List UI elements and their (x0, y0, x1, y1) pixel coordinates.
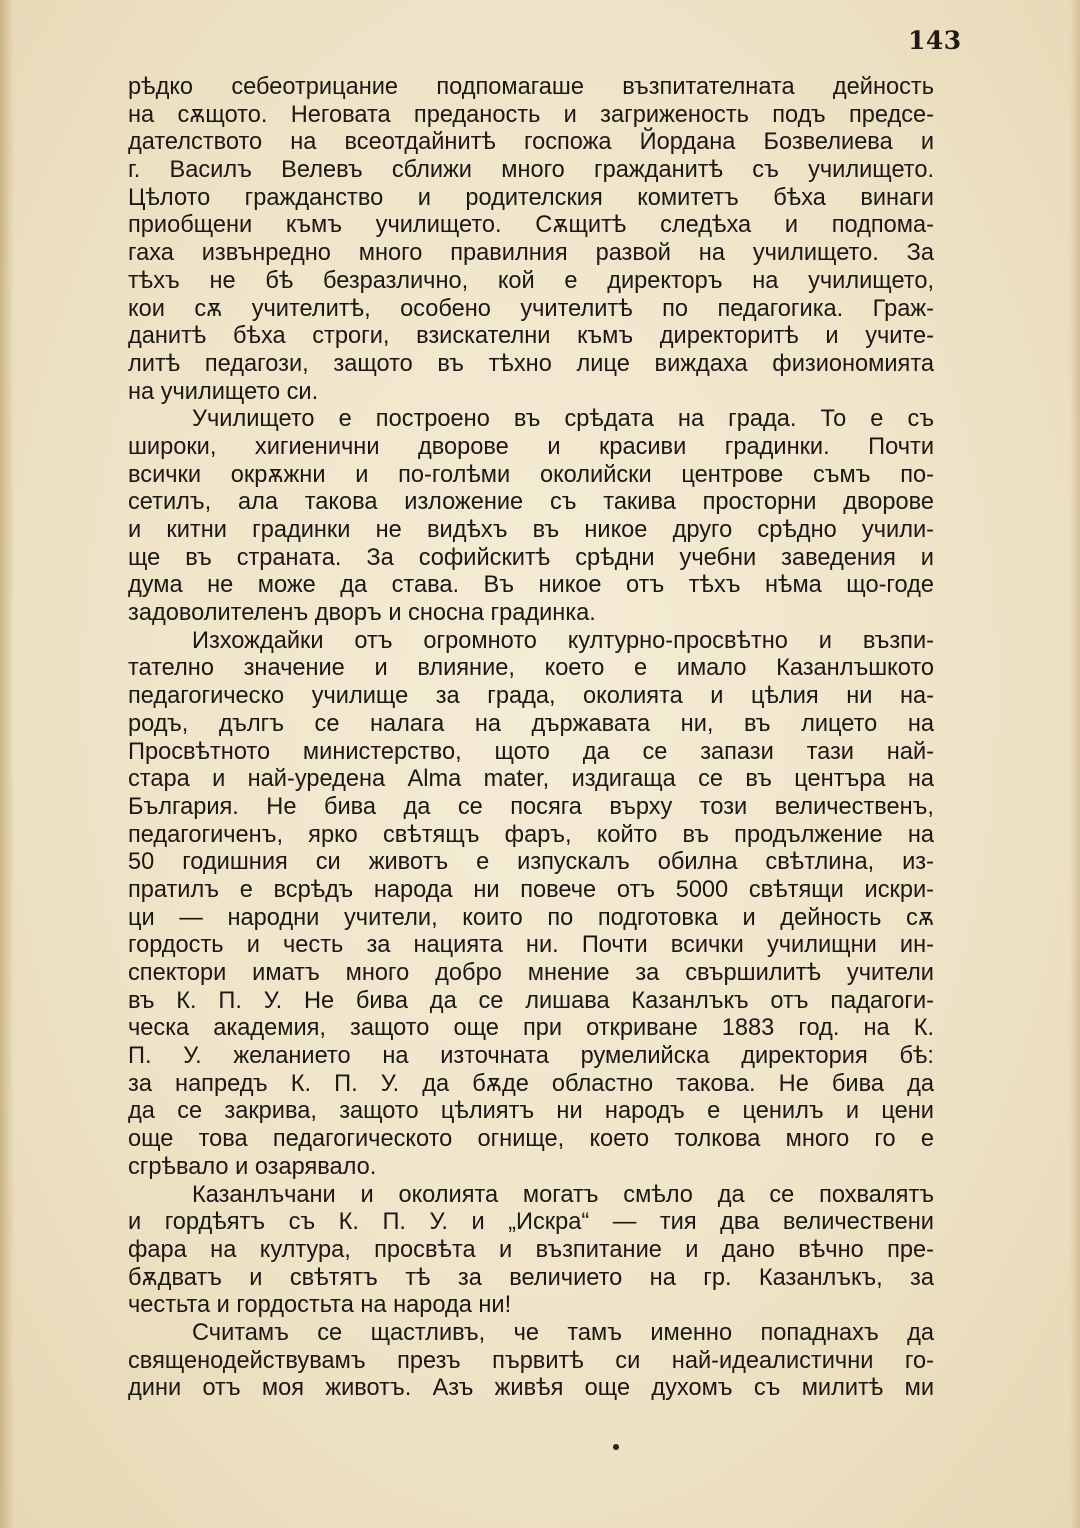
text-line: за напредъ К. П. У. да бѫде областно такова. Не бива да (128, 1070, 934, 1097)
text-line: и гордѣятъ съ К. П. У. и „Искра“ — тия два величествени (128, 1209, 934, 1236)
text-line: дини отъ моя животъ. Азъ живѣя още духомъ съ милитѣ ми (128, 1375, 934, 1402)
text-line: задоволителенъ дворъ и сносна градинка. (128, 600, 596, 627)
text-line: на сѫщото. Неговата преданость и загриженость подъ предсе- (128, 101, 934, 128)
text-line: тателно значение и влияние, което е имало Казанлъшкото (128, 655, 934, 682)
text-line: сетилъ, ала такова изложение съ такива просторни дворове (128, 489, 934, 516)
text-line: още това педагогическото огнище, което толкова много го е (128, 1126, 934, 1153)
text-line: да се закрива, защото цѣлиятъ ни народъ е ценилъ и цени (128, 1098, 934, 1125)
text-line: г. Василъ Велевъ сближи много гражданитѣ съ училището. (128, 157, 934, 184)
text-line: бѫдватъ и свѣтятъ тѣ за величието на гр. Казанлъкъ, за (128, 1264, 934, 1291)
text-line: гордость и честь за нацията ни. Почти всички училищни ин- (128, 932, 934, 959)
text-line: тѣхъ не бѣ безразлично, кой е директоръ на училището, (128, 267, 934, 294)
text-line: ще въ страната. За софийскитѣ срѣдни учебни заведения и (128, 544, 934, 571)
text-line: всички окрѫжни и по-голѣми околийски центрове съмъ по- (128, 461, 934, 488)
text-line: пратилъ е всрѣдъ народа ни повече отъ 5000 свѣтящи искри- (128, 876, 934, 903)
text-line: стара и най-уредена Alma mater, издигаща се въ центъра на (128, 766, 934, 793)
signature-mark-dot (613, 1444, 619, 1450)
text-line: Цѣлото гражданство и родителския комитетъ бѣха винаги (128, 184, 934, 211)
text-line: и китни градинки не видѣхъ въ никое друго срѣдно учили- (128, 517, 934, 543)
text-line: П. У. желанието на източната румелийска директория бѣ: (128, 1043, 934, 1070)
text-line: 50 годишния си животъ е изпускалъ обилна свѣтлина, из- (128, 849, 934, 876)
text-line: сгрѣвало и озарявало. (128, 1153, 377, 1180)
text-line: ци — народни учители, които по подготовка и дейность сѫ (128, 904, 934, 931)
text-line: България. Не бива да се посяга върху този величественъ, (128, 793, 934, 820)
body-text (128, 74, 934, 1403)
text-line: дателството на всеотдайнитѣ госпожа Йордана Бозвелиева и (128, 129, 934, 156)
text-line: педагогическо училище за града, околията и цѣлия ни на- (128, 683, 934, 710)
text-line: Просвѣтното министерство, щото да се запази тази най- (128, 738, 934, 765)
text-line: педагогиченъ, ярко свѣтящъ фаръ, който въ продължение на (128, 821, 934, 848)
text-line: Считамъ се щастливъ, че тамъ именно попаднахъ да (192, 1319, 934, 1346)
text-line: дума не може да става. Въ никое отъ тѣхъ нѣма що-годе (128, 572, 934, 599)
text-line: родъ, дългъ се налага на държавата ни, въ лицето на (128, 710, 934, 737)
text-line: рѣдко себеотрицание подпомагаше възпитателната дейность (128, 74, 934, 100)
text-line: кои сѫ учителитѣ, особено учителитѣ по педагогика. Граж- (128, 295, 934, 322)
text-line: широки, хигиенични дворове и красиви градинки. Почти (128, 433, 934, 460)
text-line: Казанлъчани и околията могатъ смѣло да се похвалятъ (192, 1181, 934, 1208)
text-line: данитѣ бѣха строги, взискателни къмъ директоритѣ и учите- (128, 323, 934, 350)
text-line: честьта и гордостьта на народа ни! (128, 1292, 512, 1319)
text-line: ческа академия, защото още при откриване 1883 год. на К. (128, 1015, 934, 1042)
text-line: Училището е построено въ срѣдата на града. То е съ (192, 406, 934, 433)
text-line: священодействувамъ презъ първитѣ си най-идеалистични го- (128, 1347, 934, 1374)
page-edge-shadow-right (1070, 0, 1080, 1528)
text-line: гаха извънредно много правилния развой на училището. За (128, 240, 934, 267)
text-line: приобщени къмъ училището. Сѫщитѣ следѣха и подпома- (128, 212, 934, 239)
text-line: въ К. П. У. Не бива да се лишава Казанлъкъ отъ падагоги- (128, 987, 934, 1014)
text-line: Изхождайки отъ огромното културно-просвѣтно и възпи- (192, 627, 934, 654)
text-line: спектори иматъ много добро мнение за свършилитѣ учители (128, 960, 934, 986)
text-line: литѣ педагози, защото въ тѣхно лице виждаха физиономията (128, 350, 934, 377)
text-line: на училището си. (128, 378, 319, 405)
page-edge-shadow-left (0, 0, 14, 1528)
text-line: фара на култура, просвѣта и възпитание и дано вѣчно пре- (128, 1236, 934, 1263)
page-number: 143 (908, 26, 962, 55)
